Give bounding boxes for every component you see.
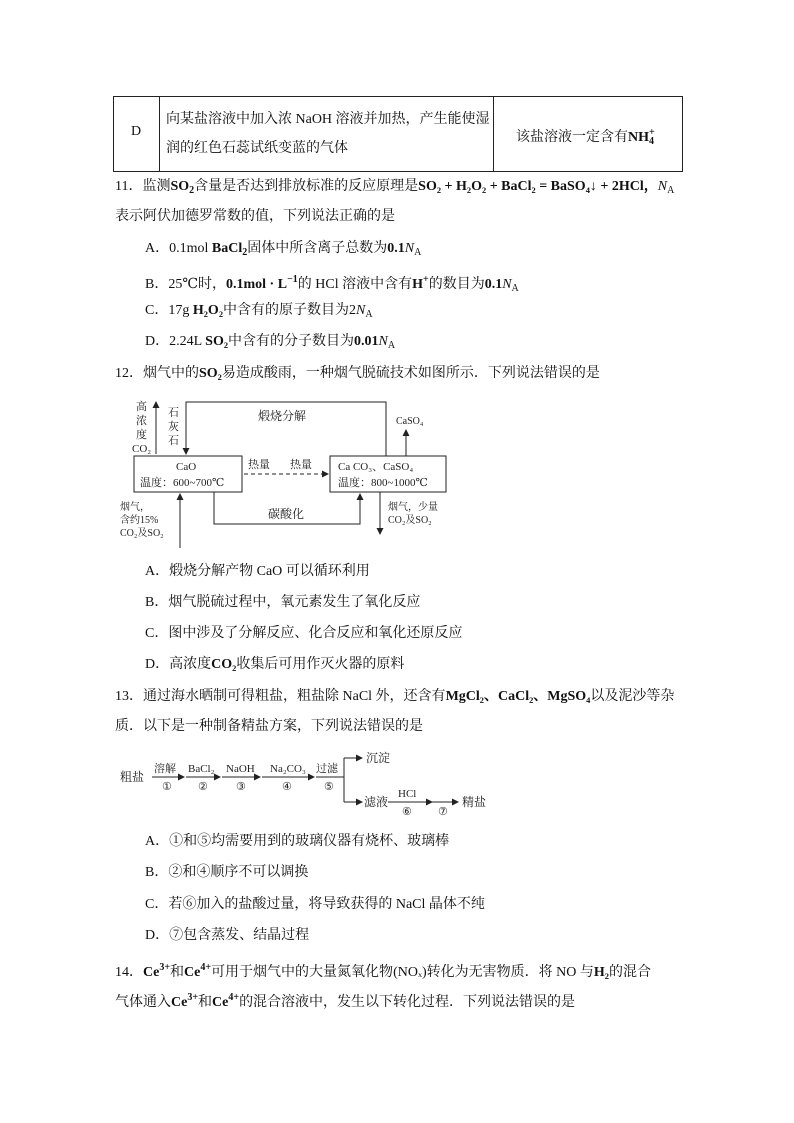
q11-c-formula: H₂O₂ [192, 303, 224, 318]
q12-stem-b: 易造成酸雨，一种烟气脱硫技术如图所示．下列说法错误的是 [221, 366, 600, 381]
q11-a-na-sub: A [414, 247, 422, 258]
q11-d-value: 0.01 [354, 334, 379, 349]
flue-out-1: 烟气，少量 [388, 502, 438, 513]
q11-so2-sub: 2 [189, 185, 195, 196]
high-conc-1: 高 [136, 401, 147, 413]
q11-b-hsup: + [423, 274, 429, 285]
q14-stem-line2 [115, 988, 575, 1013]
flue-in-2: 含约15% [120, 515, 159, 526]
q11-b-conc: 0.1mol · L [226, 277, 288, 292]
heat2-label: 热量 [290, 459, 312, 471]
q11-c-value: 2 [349, 303, 357, 318]
q11-a-value: 0.1 [387, 241, 405, 256]
q12-option-c[interactable]: C．图中涉及了分解反应、化合反应和氧化还原反应 [145, 626, 463, 641]
ammonium-formula: NH [628, 130, 649, 145]
q12-stem [115, 364, 600, 384]
flow-num-6: ⑥ [402, 806, 412, 818]
q11-d-na-sub: A [387, 340, 396, 351]
q12-d-formula: CO₂ [211, 657, 237, 672]
flow-start: 粗盐 [120, 770, 145, 784]
q14-ce4-sup-2: 4+ [228, 992, 240, 1003]
q11-a-sub: 2 [242, 247, 248, 258]
q11-b-na: N [502, 277, 512, 292]
q11-na-sub: A [667, 185, 675, 196]
q11-b-value: 0.1 [484, 277, 503, 292]
temp1-label: 温度：600~700℃ [140, 477, 225, 489]
q13-stem-line2: 质．以下是一种制备精盐方案，下列说法错误的是 [115, 719, 423, 734]
q11-b-sup: −1 [287, 274, 298, 285]
q14-text-d: 转化为无害物质．将 NO 与 [426, 965, 594, 980]
flow-num-3: ③ [236, 781, 246, 793]
q11-d-formula: SO₂ [205, 334, 229, 349]
q11-b-text2: 的数目为 [428, 277, 485, 292]
q14-line2-a: 气体通入 [115, 995, 171, 1010]
flow-num-2: ② [198, 781, 208, 793]
q12-number: 12． [115, 366, 143, 381]
q14-ce-1: Ce [143, 965, 160, 980]
flow-filtrate: 滤液 [364, 795, 389, 809]
flow-step-2: BaCl₂ [188, 763, 215, 775]
q11-c-text: 中含有的原子数目为 [223, 303, 350, 318]
q11-na: N [657, 179, 668, 194]
q13-number: 13． [115, 689, 143, 704]
q14-ce4-sup: 4+ [200, 962, 212, 973]
carbonation-label: 碳酸化 [268, 507, 305, 521]
q11-d-prefix: D．2.24L [145, 334, 206, 349]
flow-precipitate: 沉淀 [366, 751, 391, 765]
q14-ce-2: Ce [184, 965, 201, 980]
table-cell-conclusion [494, 97, 682, 171]
flow-num-1: ① [162, 781, 172, 793]
q11-number: 11． [115, 179, 143, 194]
q12-option-d[interactable] [145, 655, 404, 675]
q13-option-a[interactable]: A．①和⑤均需要用到的玻璃仪器有烧杯、玻璃棒 [145, 834, 450, 849]
limestone-3: 石 [168, 435, 179, 447]
table-cell-operation [159, 97, 494, 171]
operation-line-2: 润的红色石蕊试纸变蓝的气体 [166, 141, 348, 156]
q13-option-c[interactable]: C．若⑥加入的盐酸过量，将导致获得的 NaCl 晶体不纯 [145, 897, 485, 912]
flow-num-4: ④ [282, 781, 292, 793]
q12-d-text: 收集后可用作灭火器的原料 [236, 657, 405, 672]
flue-out-2: CO₂及SO₂ [388, 515, 432, 526]
q14-text-c: 可用于烟气中的大量氮氧化物 [211, 965, 394, 980]
calcine-label: 煅烧分解 [258, 409, 307, 423]
q11-a-text: 固体中所含离子总数为 [247, 241, 388, 256]
q14-stem-line1 [115, 958, 651, 983]
q13-stem-b: 以及泥沙等杂 [590, 689, 675, 704]
table-cell-label [114, 97, 160, 171]
flow-product: 精盐 [462, 795, 487, 809]
q14-and-2: 和 [198, 995, 213, 1010]
high-conc-2: 浓 [136, 415, 147, 427]
q12-stem-a: 烟气中的 [143, 366, 199, 381]
high-conc-3: 度 [136, 429, 147, 441]
salt-purification-flowchart [118, 750, 508, 818]
q11-option-a[interactable] [145, 239, 421, 263]
q13-stem-a: 通过海水晒制可得粗盐，粗盐除 NaCl 外，还含有 [143, 689, 446, 704]
q11-d-text: 中含有的分子数目为 [228, 334, 355, 349]
limestone-1: 石 [168, 407, 179, 419]
q11-d-na: N [378, 334, 388, 349]
q11-b-h: H [412, 277, 423, 292]
row-label: D [131, 124, 142, 139]
q11-b-prefix: B．25℃时， [145, 277, 226, 292]
q11-equation: SO₂ + H₂O₂ + BaCl₂ = BaSO₄↓ + 2HCl， [418, 179, 658, 194]
flow-step-1: 溶解 [154, 763, 176, 775]
q11-option-b[interactable] [145, 270, 519, 299]
q12-option-a[interactable]: A．煅烧分解产物 CaO 可以循环利用 [145, 564, 370, 579]
ammonium-sup: + [649, 127, 655, 138]
operation-line-1: 向某盐溶液中加入浓 NaOH 溶液并加热，产生能使湿 [166, 112, 490, 127]
q14-line2-b: 的混合溶液中，发生以下转化过程．下列说法错误的是 [239, 995, 576, 1010]
q14-nox: (NOₓ) [393, 965, 427, 980]
flow-step-4: Na₂CO₃ [270, 763, 306, 775]
q12-d-prefix: D．高浓度 [145, 657, 212, 672]
flue-in-1: 烟气， [120, 502, 150, 513]
q14-ce-4: Ce [212, 995, 229, 1010]
q14-ce3-sup: 3+ [159, 962, 171, 973]
limestone-2: 灰 [168, 421, 179, 433]
flow-step-5: 过滤 [316, 763, 338, 775]
q14-text-e: 的混合 [609, 965, 651, 980]
q12-option-b[interactable]: B．烟气脱硫过程中，氧元素发生了氧化反应 [145, 595, 421, 610]
flow-num-5: ⑤ [324, 781, 334, 793]
q11-option-d[interactable] [145, 332, 395, 356]
q11-a-prefix: A．0.1mol [145, 241, 212, 256]
heat1-label: 热量 [248, 459, 270, 471]
q13-option-d[interactable]: D．⑦包含蒸发、结晶过程 [145, 928, 310, 943]
q11-a-formula: BaCl [211, 241, 243, 256]
q11-c-prefix: C．17g [145, 303, 193, 318]
experiment-table-row [113, 96, 683, 172]
q11-c-na-sub: A [365, 309, 373, 320]
q11-option-c[interactable] [145, 301, 373, 325]
q11-stem-b: 含量是否达到排放标准的反应原理是 [194, 179, 419, 194]
flow-step-3: NaOH [226, 763, 255, 775]
flow-num-7: ⑦ [438, 806, 448, 818]
q11-so2: SO [170, 179, 190, 194]
conclusion-text [516, 123, 655, 152]
ammonium-sub: 4 [649, 136, 654, 147]
high-conc-co2: CO₂ [132, 443, 152, 455]
flue-gas-desulfurization-diagram [110, 392, 470, 554]
q14-h2: H₂ [593, 965, 609, 980]
box2-line1: Ca CO₃、CaSO₄ [338, 461, 414, 473]
q14-ce-3: Ce [171, 995, 188, 1010]
flow-hcl: HCl [398, 788, 417, 800]
q11-stem-line2: 表示阿伏加德罗常数的值，下列说法正确的是 [115, 209, 395, 224]
q11-b-text: 的 HCl 溶液中含有 [297, 277, 413, 292]
q13-impurities: MgCl₂、CaCl₂、MgSO₄ [445, 689, 591, 704]
q11-stem-a: 监测 [142, 179, 171, 194]
temp2-label: 温度：800~1000℃ [338, 477, 428, 489]
q14-number: 14． [115, 965, 143, 980]
flue-in-3: CO₂及SO₂ [120, 528, 164, 539]
q13-option-b[interactable]: B．②和④顺序不可以调换 [145, 865, 309, 880]
caso4-label: CaSO₄ [396, 416, 424, 427]
q11-stem-line1 [115, 177, 674, 201]
q13-stem-line1 [115, 687, 674, 707]
conclusion-prefix: 该盐溶液一定含有 [516, 130, 628, 145]
q14-and-1: 和 [170, 965, 185, 980]
q12-so2: SO₂ [199, 366, 222, 381]
q14-ce3-sup-2: 3+ [187, 992, 199, 1003]
q11-c-na: N [356, 303, 366, 318]
cao-label: CaO [176, 461, 197, 473]
q11-a-na: N [404, 241, 415, 256]
q11-b-na-sub: A [511, 283, 519, 294]
